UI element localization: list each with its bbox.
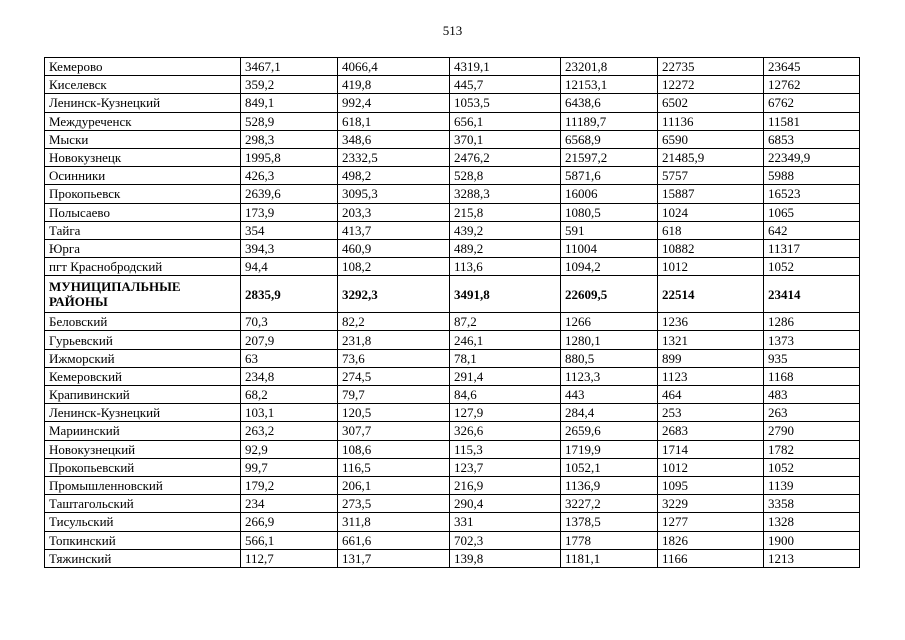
row-name-cell: Юрга — [45, 239, 241, 257]
value-cell: 566,1 — [241, 531, 338, 549]
value-cell: 127,9 — [450, 404, 561, 422]
value-cell: 120,5 — [338, 404, 450, 422]
value-cell: 6853 — [764, 130, 860, 148]
value-cell: 6762 — [764, 94, 860, 112]
value-cell: 1052 — [764, 458, 860, 476]
value-cell: 489,2 — [450, 239, 561, 257]
value-cell: 326,6 — [450, 422, 561, 440]
value-cell: 2790 — [764, 422, 860, 440]
value-cell: 1328 — [764, 513, 860, 531]
table-row — [45, 495, 860, 513]
table-row — [45, 440, 860, 458]
table-row — [45, 404, 860, 422]
value-cell: 1052,1 — [561, 458, 658, 476]
table-body — [45, 58, 860, 568]
table-row — [45, 386, 860, 404]
value-cell: 11136 — [658, 112, 764, 130]
value-cell: 1052 — [764, 258, 860, 276]
value-cell: 3095,3 — [338, 185, 450, 203]
value-cell: 1719,9 — [561, 440, 658, 458]
value-cell: 290,4 — [450, 495, 561, 513]
value-cell: 22514 — [658, 276, 764, 313]
table-row — [45, 239, 860, 257]
value-cell: 498,2 — [338, 167, 450, 185]
value-cell: 656,1 — [450, 112, 561, 130]
data-table — [44, 57, 860, 568]
value-cell: 1095 — [658, 476, 764, 494]
value-cell: 12153,1 — [561, 76, 658, 94]
value-cell: 113,6 — [450, 258, 561, 276]
value-cell: 992,4 — [338, 94, 450, 112]
value-cell: 528,8 — [450, 167, 561, 185]
value-cell: 1136,9 — [561, 476, 658, 494]
table-row — [45, 549, 860, 567]
value-cell: 139,8 — [450, 549, 561, 567]
value-cell: 1321 — [658, 331, 764, 349]
value-cell: 426,3 — [241, 167, 338, 185]
value-cell: 528,9 — [241, 112, 338, 130]
value-cell: 94,4 — [241, 258, 338, 276]
value-cell: 68,2 — [241, 386, 338, 404]
value-cell: 4319,1 — [450, 58, 561, 76]
value-cell: 2683 — [658, 422, 764, 440]
row-name-cell: Ленинск-Кузнецкий — [45, 404, 241, 422]
value-cell: 348,6 — [338, 130, 450, 148]
value-cell: 1286 — [764, 313, 860, 331]
value-cell: 21485,9 — [658, 148, 764, 166]
value-cell: 131,7 — [338, 549, 450, 567]
row-name-cell: Прокопьевский — [45, 458, 241, 476]
value-cell: 298,3 — [241, 130, 338, 148]
value-cell: 11581 — [764, 112, 860, 130]
table-row — [45, 367, 860, 385]
table-row — [45, 458, 860, 476]
value-cell: 63 — [241, 349, 338, 367]
value-cell: 1373 — [764, 331, 860, 349]
value-cell: 591 — [561, 221, 658, 239]
value-cell: 439,2 — [450, 221, 561, 239]
value-cell: 370,1 — [450, 130, 561, 148]
table-row — [45, 76, 860, 94]
value-cell: 6568,9 — [561, 130, 658, 148]
value-cell: 1266 — [561, 313, 658, 331]
value-cell: 116,5 — [338, 458, 450, 476]
value-cell: 1213 — [764, 549, 860, 567]
table-row — [45, 148, 860, 166]
value-cell: 173,9 — [241, 203, 338, 221]
value-cell: 394,3 — [241, 239, 338, 257]
value-cell: 1139 — [764, 476, 860, 494]
value-cell: 1123,3 — [561, 367, 658, 385]
table-row — [45, 276, 860, 313]
value-cell: 5757 — [658, 167, 764, 185]
row-name-cell: Тяжинский — [45, 549, 241, 567]
value-cell: 22735 — [658, 58, 764, 76]
table-row — [45, 476, 860, 494]
value-cell: 12272 — [658, 76, 764, 94]
row-name-cell: Тайга — [45, 221, 241, 239]
value-cell: 12762 — [764, 76, 860, 94]
value-cell: 216,9 — [450, 476, 561, 494]
row-name-cell: Беловский — [45, 313, 241, 331]
row-name-cell: Таштагольский — [45, 495, 241, 513]
value-cell: 2835,9 — [241, 276, 338, 313]
value-cell: 354 — [241, 221, 338, 239]
value-cell: 702,3 — [450, 531, 561, 549]
table-row — [45, 331, 860, 349]
value-cell: 3227,2 — [561, 495, 658, 513]
table-row — [45, 203, 860, 221]
value-cell: 215,8 — [450, 203, 561, 221]
value-cell: 266,9 — [241, 513, 338, 531]
value-cell: 87,2 — [450, 313, 561, 331]
value-cell: 1166 — [658, 549, 764, 567]
value-cell: 1094,2 — [561, 258, 658, 276]
value-cell: 11317 — [764, 239, 860, 257]
value-cell: 1123 — [658, 367, 764, 385]
value-cell: 263 — [764, 404, 860, 422]
value-cell: 273,5 — [338, 495, 450, 513]
value-cell: 70,3 — [241, 313, 338, 331]
table-row — [45, 258, 860, 276]
value-cell: 179,2 — [241, 476, 338, 494]
value-cell: 1080,5 — [561, 203, 658, 221]
row-name-cell: Мыски — [45, 130, 241, 148]
value-cell: 291,4 — [450, 367, 561, 385]
value-cell: 1714 — [658, 440, 764, 458]
value-cell: 899 — [658, 349, 764, 367]
row-name-cell: Крапивинский — [45, 386, 241, 404]
table-row — [45, 422, 860, 440]
table-row — [45, 185, 860, 203]
value-cell: 6590 — [658, 130, 764, 148]
row-name-cell: Ижморский — [45, 349, 241, 367]
row-name-cell: Ленинск-Кузнецкий — [45, 94, 241, 112]
value-cell: 16523 — [764, 185, 860, 203]
value-cell: 6502 — [658, 94, 764, 112]
table-row — [45, 349, 860, 367]
value-cell: 263,2 — [241, 422, 338, 440]
value-cell: 1065 — [764, 203, 860, 221]
value-cell: 253 — [658, 404, 764, 422]
table-row — [45, 58, 860, 76]
value-cell: 231,8 — [338, 331, 450, 349]
value-cell: 460,9 — [338, 239, 450, 257]
value-cell: 1778 — [561, 531, 658, 549]
value-cell: 73,6 — [338, 349, 450, 367]
value-cell: 22609,5 — [561, 276, 658, 313]
value-cell: 234,8 — [241, 367, 338, 385]
value-cell: 1236 — [658, 313, 764, 331]
value-cell: 123,7 — [450, 458, 561, 476]
value-cell: 206,1 — [338, 476, 450, 494]
value-cell: 618 — [658, 221, 764, 239]
value-cell: 618,1 — [338, 112, 450, 130]
value-cell: 443 — [561, 386, 658, 404]
value-cell: 115,3 — [450, 440, 561, 458]
value-cell: 23414 — [764, 276, 860, 313]
value-cell: 483 — [764, 386, 860, 404]
value-cell: 284,4 — [561, 404, 658, 422]
value-cell: 22349,9 — [764, 148, 860, 166]
value-cell: 1053,5 — [450, 94, 561, 112]
table-row — [45, 130, 860, 148]
value-cell: 1277 — [658, 513, 764, 531]
table-row — [45, 112, 860, 130]
value-cell: 84,6 — [450, 386, 561, 404]
table-row — [45, 94, 860, 112]
value-cell: 1378,5 — [561, 513, 658, 531]
value-cell: 3288,3 — [450, 185, 561, 203]
value-cell: 3358 — [764, 495, 860, 513]
value-cell: 207,9 — [241, 331, 338, 349]
value-cell: 78,1 — [450, 349, 561, 367]
value-cell: 849,1 — [241, 94, 338, 112]
value-cell: 1012 — [658, 458, 764, 476]
value-cell: 82,2 — [338, 313, 450, 331]
value-cell: 99,7 — [241, 458, 338, 476]
value-cell: 2639,6 — [241, 185, 338, 203]
value-cell: 331 — [450, 513, 561, 531]
value-cell: 3467,1 — [241, 58, 338, 76]
value-cell: 661,6 — [338, 531, 450, 549]
value-cell: 246,1 — [450, 331, 561, 349]
row-name-cell: Тисульский — [45, 513, 241, 531]
row-name-cell: Полысаево — [45, 203, 241, 221]
value-cell: 112,7 — [241, 549, 338, 567]
row-name-cell: Осинники — [45, 167, 241, 185]
row-name-cell: Кемерово — [45, 58, 241, 76]
row-name-cell: Междуреченск — [45, 112, 241, 130]
value-cell: 413,7 — [338, 221, 450, 239]
value-cell: 16006 — [561, 185, 658, 203]
row-name-cell: Мариинский — [45, 422, 241, 440]
row-name-cell: Промышленновский — [45, 476, 241, 494]
value-cell: 419,8 — [338, 76, 450, 94]
row-name-cell: МУНИЦИПАЛЬНЫЕ РАЙОНЫ — [45, 276, 241, 313]
value-cell: 1168 — [764, 367, 860, 385]
value-cell: 23201,8 — [561, 58, 658, 76]
value-cell: 3292,3 — [338, 276, 450, 313]
value-cell: 2476,2 — [450, 148, 561, 166]
value-cell: 103,1 — [241, 404, 338, 422]
value-cell: 10882 — [658, 239, 764, 257]
row-name-cell: Кемеровский — [45, 367, 241, 385]
value-cell: 1012 — [658, 258, 764, 276]
table-row — [45, 513, 860, 531]
value-cell: 108,2 — [338, 258, 450, 276]
value-cell: 935 — [764, 349, 860, 367]
value-cell: 2659,6 — [561, 422, 658, 440]
value-cell: 5988 — [764, 167, 860, 185]
value-cell: 880,5 — [561, 349, 658, 367]
value-cell: 11004 — [561, 239, 658, 257]
value-cell: 5871,6 — [561, 167, 658, 185]
table-row — [45, 221, 860, 239]
table-row — [45, 167, 860, 185]
value-cell: 1280,1 — [561, 331, 658, 349]
value-cell: 108,6 — [338, 440, 450, 458]
table-row — [45, 531, 860, 549]
table-row — [45, 313, 860, 331]
value-cell: 6438,6 — [561, 94, 658, 112]
value-cell: 203,3 — [338, 203, 450, 221]
value-cell: 1826 — [658, 531, 764, 549]
value-cell: 642 — [764, 221, 860, 239]
value-cell: 445,7 — [450, 76, 561, 94]
row-name-cell: Прокопьевск — [45, 185, 241, 203]
row-name-cell: Топкинский — [45, 531, 241, 549]
value-cell: 464 — [658, 386, 764, 404]
value-cell: 1024 — [658, 203, 764, 221]
value-cell: 23645 — [764, 58, 860, 76]
value-cell: 11189,7 — [561, 112, 658, 130]
value-cell: 307,7 — [338, 422, 450, 440]
value-cell: 15887 — [658, 185, 764, 203]
value-cell: 274,5 — [338, 367, 450, 385]
value-cell: 79,7 — [338, 386, 450, 404]
value-cell: 3491,8 — [450, 276, 561, 313]
row-name-cell: Киселевск — [45, 76, 241, 94]
page-number: 513 — [442, 23, 463, 38]
row-name-cell: Новокузнецкий — [45, 440, 241, 458]
value-cell: 21597,2 — [561, 148, 658, 166]
value-cell: 1782 — [764, 440, 860, 458]
value-cell: 311,8 — [338, 513, 450, 531]
value-cell: 1995,8 — [241, 148, 338, 166]
value-cell: 234 — [241, 495, 338, 513]
row-name-cell: Гурьевский — [45, 331, 241, 349]
value-cell: 3229 — [658, 495, 764, 513]
value-cell: 359,2 — [241, 76, 338, 94]
value-cell: 1181,1 — [561, 549, 658, 567]
value-cell: 92,9 — [241, 440, 338, 458]
value-cell: 2332,5 — [338, 148, 450, 166]
row-name-cell: Новокузнецк — [45, 148, 241, 166]
value-cell: 4066,4 — [338, 58, 450, 76]
row-name-cell: пгт Краснобродский — [45, 258, 241, 276]
value-cell: 1900 — [764, 531, 860, 549]
